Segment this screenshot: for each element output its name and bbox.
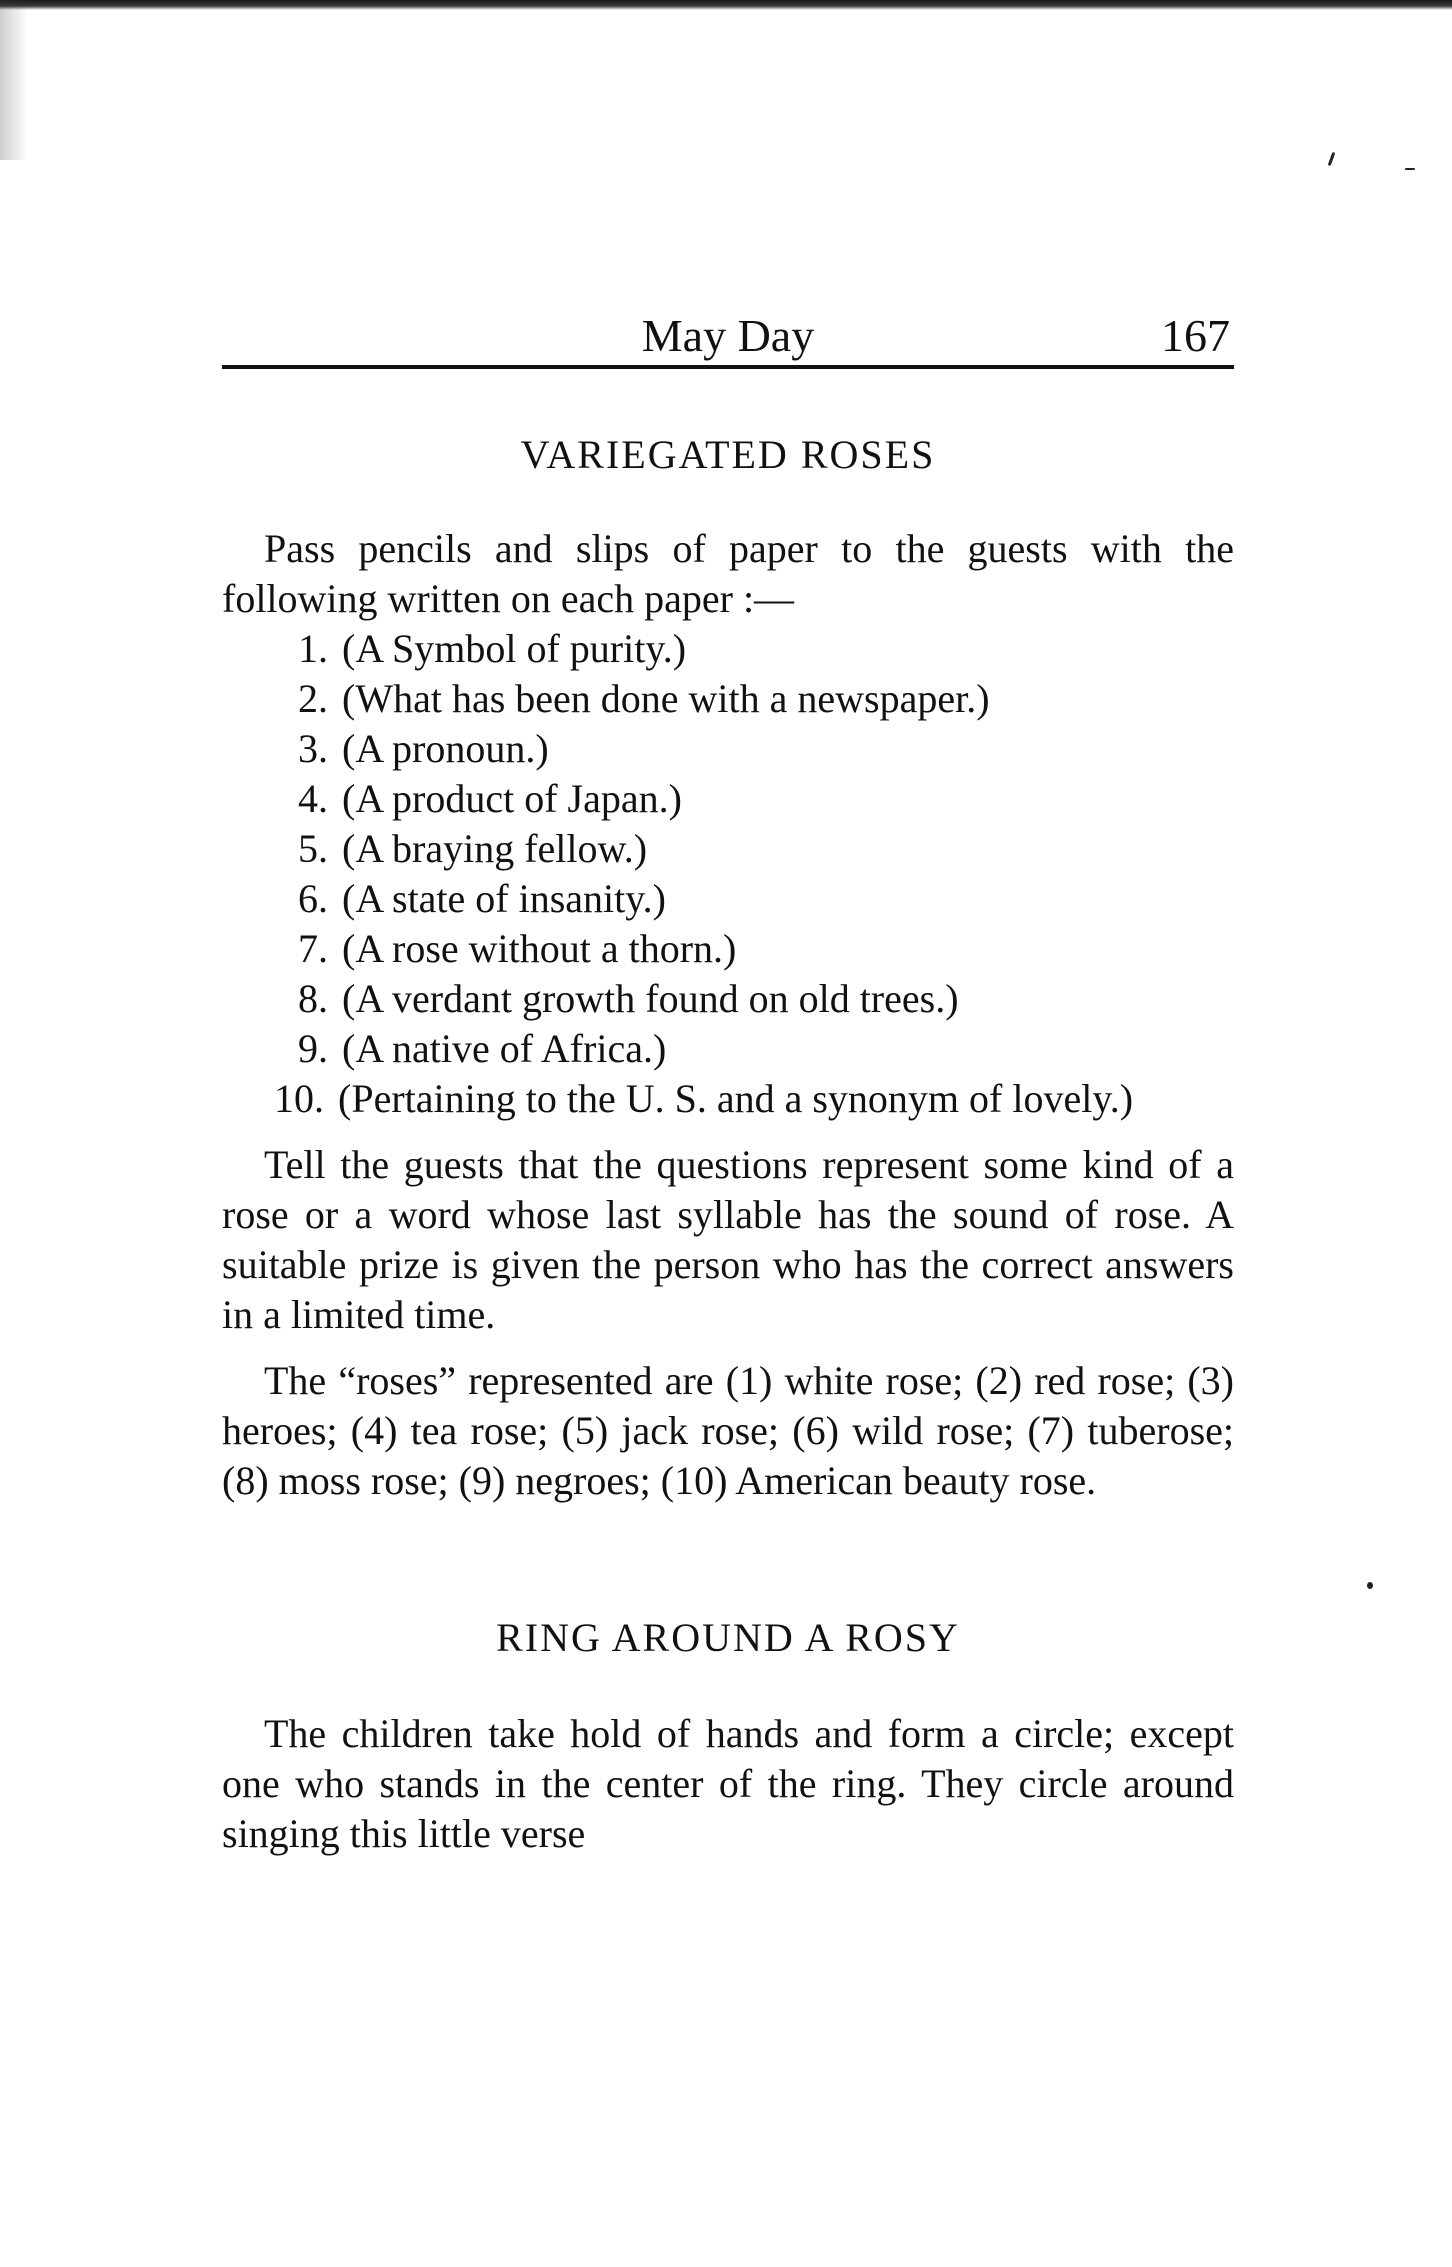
clue-item	[222, 824, 1234, 874]
clue-item	[222, 874, 1234, 924]
clue-item	[222, 774, 1234, 824]
clue-text: (A verdant growth found on old trees.)	[342, 976, 959, 1021]
scan-speck	[1367, 1582, 1373, 1589]
scan-speck	[1328, 152, 1336, 166]
clue-text: (What has been done with a newspaper.)	[342, 676, 990, 721]
clue-item	[222, 1024, 1234, 1074]
section-heading-variegated-roses: VARIEGATED ROSES	[520, 432, 936, 477]
ring-paragraph: The children take hold of hands and form a circle; except one who stands in the center of the ring. They circle around singing this little verse	[222, 1711, 1234, 1856]
clue-item	[222, 674, 1234, 724]
clue-text: (A pronoun.)	[342, 726, 549, 771]
clue-item	[222, 724, 1234, 774]
clue-number: 1.	[298, 626, 328, 671]
clue-number: 9.	[298, 1026, 328, 1071]
intro-paragraph: Pass pencils and slips of paper to the guests with the following written on each paper :—	[222, 526, 1234, 621]
page-number: 167	[1161, 310, 1230, 361]
clue-list	[222, 624, 1234, 1124]
clue-item	[222, 974, 1234, 1024]
chapter-title: May Day	[641, 310, 815, 361]
clue-text: (A rose without a thorn.)	[342, 926, 737, 971]
running-head	[222, 305, 1234, 369]
clue-number: 10.	[274, 1076, 324, 1121]
clue-number: 3.	[298, 726, 328, 771]
clue-text: (Pertaining to the U. S. and a synonym of lovely.)	[338, 1076, 1134, 1121]
instructions-paragraph: Tell the guests that the questions represent some kind of a rose or a word whose last syllable has the sound of rose. A suitable prize is given the person who has the correct answers in a limited time.	[222, 1142, 1234, 1337]
answers-paragraph: The “roses” represented are (1) white rose; (2) red rose; (3) heroes; (4) tea rose; (5) jack rose; (6) wild rose; (7) tuberose; (8) moss rose; (9) negroes; (10) American beauty rose.	[222, 1358, 1234, 1503]
scan-speck	[1405, 168, 1415, 170]
clue-number: 8.	[298, 976, 328, 1021]
clue-item	[222, 1074, 1234, 1124]
page-column	[222, 305, 1234, 1859]
scan-left-shadow	[0, 0, 28, 160]
clue-text: (A Symbol of purity.)	[342, 626, 687, 671]
clue-text: (A native of Africa.)	[342, 1026, 667, 1071]
clue-text: (A product of Japan.)	[342, 776, 682, 821]
clue-text: (A braying fellow.)	[342, 826, 648, 871]
clue-number: 5.	[298, 826, 328, 871]
clue-number: 4.	[298, 776, 328, 821]
clue-item	[222, 924, 1234, 974]
clue-text: (A state of insanity.)	[342, 876, 667, 921]
clue-number: 2.	[298, 676, 328, 721]
clue-number: 7.	[298, 926, 328, 971]
clue-item	[222, 624, 1234, 674]
section-heading-ring-around-a-rosy: RING AROUND A ROSY	[496, 1615, 960, 1660]
clue-number: 6.	[298, 876, 328, 921]
scan-top-edge	[0, 0, 1452, 10]
